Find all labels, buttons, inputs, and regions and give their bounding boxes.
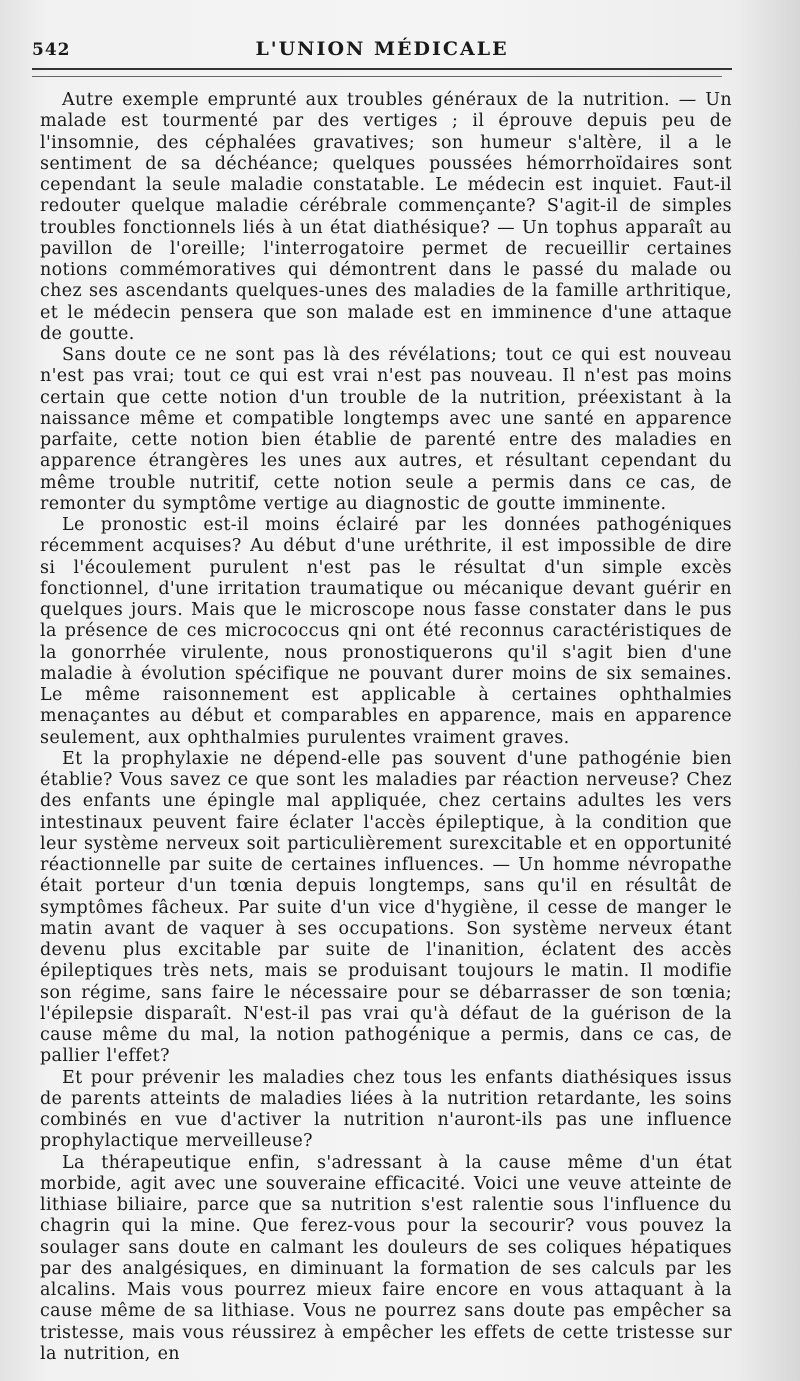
paragraph: Sans doute ce ne sont pas là des révélations; tout ce qui est nouveau n'est pas vrai; tout ce qui est vrai n'est pas nouveau. Il n'est pas moins certain que cette notion d'un trouble de la nutrition, préexistant à la naissance même et compatible longtemps avec une santé en apparence parfaite, cette notion bien établie de parenté entre des maladies en apparence étrangères les unes aux autres, et résultant cependant du même trouble nutritif, cette notion seule a permis dans ce cas, de remonter du symptôme vertige au diagnostic de goutte imminente. [40, 345, 732, 514]
paragraph: Et pour prévenir les maladies chez tous les enfants diathésiques issus de parents atteints de maladies liées à la nutrition retardante, les soins combinés en vue d'activer la nutrition n'auront-ils pas une influence prophylactique merveilleuse? [40, 1067, 732, 1152]
page-number: 542 [32, 40, 71, 60]
running-title: L'UNION MÉDICALE [255, 38, 509, 60]
paragraph: Et la prophylaxie ne dépend-elle pas souvent d'une pathogénie bien établie? Vous savez ce que sont les maladies par réaction nerveuse? Chez des enfants une épingle mal appliquée, chez certains adultes les vers intestinaux peuvent faire éclater l'accès épileptique, à la condition que leur système nerveux soit particulièrement surexcitable et en opportunité réactionnelle par suite de certaines influences. — Un homme névropathe était porteur d'un tœnia depuis longtemps, sans qu'il en résultât de symptômes fâcheux. Par suite d'un vice d'hygiène, il cesse de manger le matin avant de vaquer à ses occupations. Son système nerveux étant devenu plus excitable par suite de l'inanition, éclatent des accès épileptiques très nets, mais se produisant toujours le matin. Il modifie son régime, sans faire le nécessaire pour se débarrasser de son tœnia; l'épilepsie disparaît. N'est-il pas vrai qu'à défaut de la guérison de la cause même du mal, la notion pathogénique a permis, dans ce cas, de pallier l'effet? [40, 748, 732, 1067]
paragraph: La thérapeutique enfin, s'adressant à la cause même d'un état morbide, agit avec une souveraine efficacité. Voici une veuve atteinte de lithiase biliaire, parce que sa nutrition s'est ralentie sous l'influence du chagrin qui la mine. Que ferez-vous pour la secourir? vous pouvez la soulager sans doute en calmant les douleurs de ses coliques hépatiques par des analgésiques, en diminuant la formation de ses calculs par les alcalins. Mais vous pourrez mieux faire encore en vous attaquant à la cause même de sa lithiase. Vous ne pourrez sans doute pas empêcher sa tristesse, mais vous réussirez à empêcher les effets de cette tristesse sur la nutrition, en [40, 1152, 732, 1364]
header-divider [32, 76, 722, 77]
page-header [32, 36, 732, 70]
paragraph: Autre exemple emprunté aux troubles généraux de la nutrition. — Un malade est tourmenté par des vertiges ; il éprouve depuis peu de l'insomnie, des céphalées gravatives; son humeur s'altère, il a le sentiment de sa déchéance; quelques poussées hémorrhoïdaires sont cependant la seule maladie constatable. Le médecin est inquiet. Faut-il redouter quelque maladie cérébrale commençante? S'agit-il de simples troubles fonctionnels liés à un état diathésique? — Un tophus apparaît au pavillon de l'oreille; l'interrogatoire permet de recueillir certaines notions commémoratives qui démontrent dans le passé du malade ou chez ses ascendants quelques-unes des maladies de la famille arthritique, et le médecin pensera que son malade est en imminence d'une attaque de goutte. [40, 90, 732, 344]
paragraph: Le pronostic est-il moins éclairé par les données pathogéniques récemment acquises? Au début d'une uréthrite, il est impossible de dire si l'écoulement purulent n'est pas le résultat d'un simple excès fonctionnel, d'une irritation traumatique ou mécanique devant guérir en quelques jours. Mais que le microscope nous fasse constater dans le pus la présence de ces micrococcus qni ont été reconnus caractéristiques de la gonorrhée virulente, nous pronostiquerons qu'il s'agit bien d'une maladie à évolution spécifique ne pouvant durer moins de six semaines. Le même raisonnement est applicable à certaines ophthalmies menaçantes au début et comparables en apparence, mais en apparence seulement, aux ophthalmies purulentes vraiment graves. [40, 515, 732, 748]
body-text [40, 90, 732, 1365]
